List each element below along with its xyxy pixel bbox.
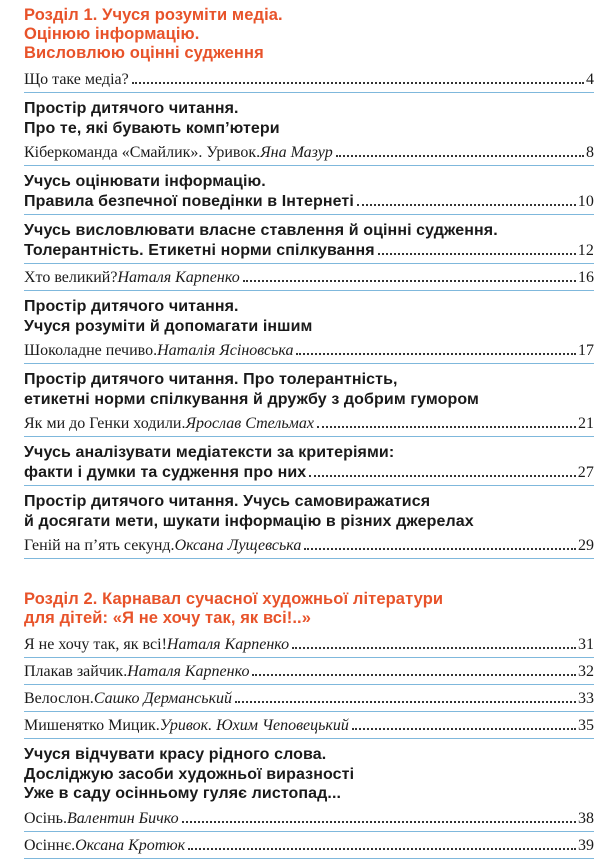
dot-leader [296, 353, 576, 355]
page-number: 38 [578, 809, 594, 827]
heading-line-with-page [24, 463, 594, 483]
entry-author: Оксана Лущевська [174, 537, 302, 554]
dot-leader [304, 548, 576, 550]
page-number: 8 [586, 144, 594, 161]
entry-author: Наталія Ясіновська [157, 342, 294, 359]
entry-title: Шоколадне печиво. [24, 342, 158, 359]
table-of-contents [24, 6, 594, 859]
entry-title: Геній на п’ять секунд. [24, 537, 175, 554]
section-2-title: Розділ 2. Карнавал сучасної художньої літератури для дітей: «Я не хочу так, як всі!..» [24, 590, 444, 627]
subsection-heading [24, 739, 594, 805]
entry-author: Наталя Карпенко [117, 269, 240, 286]
entry-author: Сашко Дерманський [93, 690, 233, 707]
entry-title: Мишенятко Мицик. [24, 717, 160, 734]
toc-entry[interactable] [24, 264, 594, 291]
entry-title: Хто великий? [24, 269, 118, 286]
toc-entry[interactable] [24, 658, 594, 685]
dot-leader [336, 155, 584, 157]
entry-title: Плакав зайчик. [24, 663, 128, 680]
entry-author: Наталя Карпенко [127, 663, 250, 680]
dot-leader [317, 426, 576, 428]
toc-entry[interactable] [24, 139, 594, 166]
subsection-heading [24, 364, 594, 410]
page-number: 27 [577, 463, 594, 481]
section-1-title: Розділ 1. Учуся розуміти медіа. Оцінюю інформацію. Висловлюю оцінні судження [24, 6, 283, 62]
toc-entry[interactable] [24, 532, 594, 559]
entry-title: Осінь. [24, 809, 67, 827]
toc-entry[interactable] [24, 805, 594, 832]
heading-line: Учуся відчувати красу рідного слова. [24, 746, 327, 763]
heading-line: Простір дитячого читання. [24, 298, 239, 315]
toc-entry[interactable] [24, 66, 594, 93]
heading-line-with-page [24, 241, 594, 261]
heading-line: Учуся розуміти й допомагати іншим [24, 317, 313, 335]
subsection-heading [24, 93, 594, 139]
heading-line: Про те, які бувають комп’ютери [24, 119, 280, 137]
entry-author: Валентин Бичко [66, 809, 179, 827]
page-number: 31 [578, 636, 594, 653]
subsection-heading [24, 291, 594, 337]
entry-title: Кіберкоманда «Смайлик». Уривок. [24, 144, 261, 161]
page-number: 29 [578, 537, 594, 554]
heading-line-with-page [24, 192, 594, 212]
heading-line: Уже в саду осінньому гуляє листопад... [24, 785, 342, 802]
heading-line: Толерантність. Етикетні норми спілкування [24, 241, 375, 259]
section-1-list [24, 66, 594, 559]
subsection-heading [24, 486, 594, 532]
toc-entry[interactable] [24, 337, 594, 364]
page-number: 32 [578, 663, 594, 680]
dot-leader [188, 848, 576, 850]
heading-line: й досягати мети, шукати інформацію в різних джерелах [24, 512, 474, 530]
toc-entry[interactable] [24, 410, 594, 437]
section-2-list [24, 631, 594, 859]
heading-line: Учусь аналізувати медіатексти за критеріями: [24, 444, 395, 461]
toc-bold-entry[interactable] [24, 437, 594, 486]
toc-bold-entry[interactable] [24, 166, 594, 215]
entry-title: Як ми до Генки ходили. [24, 415, 186, 432]
page-number: 10 [577, 192, 594, 210]
toc-entry[interactable] [24, 712, 594, 739]
dot-leader [252, 674, 576, 676]
page-number: 35 [578, 717, 594, 734]
toc-bold-entry[interactable] [24, 215, 594, 264]
page-number: 17 [578, 342, 594, 359]
dot-leader [352, 728, 576, 730]
entry-title: Велослон. [24, 690, 94, 707]
entry-title: Я не хочу так, як всі! [24, 636, 167, 653]
entry-author: Ярослав Стельмах [185, 415, 314, 432]
heading-line: Простір дитячого читання. [24, 100, 239, 117]
dot-leader [378, 253, 576, 255]
heading-line: Простір дитячого читання. Про толерантність, [24, 371, 398, 388]
dot-leader [182, 821, 576, 823]
heading-line: Учусь оцінювати інформацію. [24, 173, 266, 190]
dot-leader [243, 280, 576, 282]
heading-line: Простір дитячого читання. Учусь самовиражатися [24, 493, 431, 510]
toc-entry[interactable] [24, 685, 594, 712]
dot-leader [235, 701, 576, 703]
dot-leader [132, 82, 584, 84]
dot-leader [357, 204, 576, 206]
entry-author: Уривок. Юхим Чеповецький [159, 717, 349, 734]
entry-author: Наталя Карпенко [166, 636, 290, 653]
heading-line: Досліджую засоби художньої виразності [24, 765, 355, 783]
page-number: 33 [578, 690, 594, 707]
entry-title: Що таке медіа? [24, 71, 129, 88]
page-number: 16 [578, 269, 594, 286]
page-number: 4 [586, 71, 594, 88]
entry-title: Осіннє. [24, 836, 76, 854]
heading-line: етикетні норми спілкування й дружбу з добрим гумором [24, 390, 479, 408]
page-number: 39 [578, 836, 594, 854]
entry-author: Оксана Кротюк [75, 836, 186, 854]
entry-author: Яна Мазур [260, 144, 333, 161]
heading-line: факти і думки та судження про них [24, 463, 307, 481]
dot-leader [292, 647, 576, 649]
heading-line: Учусь висловлювати власне ставлення й оцінні судження. [24, 222, 498, 239]
toc-entry[interactable] [24, 832, 594, 859]
toc-entry[interactable] [24, 631, 594, 658]
dot-leader [309, 475, 575, 477]
page-number: 12 [577, 241, 594, 259]
page-number: 21 [578, 415, 594, 432]
heading-line: Правила безпечної поведінки в Інтернеті [24, 192, 354, 210]
